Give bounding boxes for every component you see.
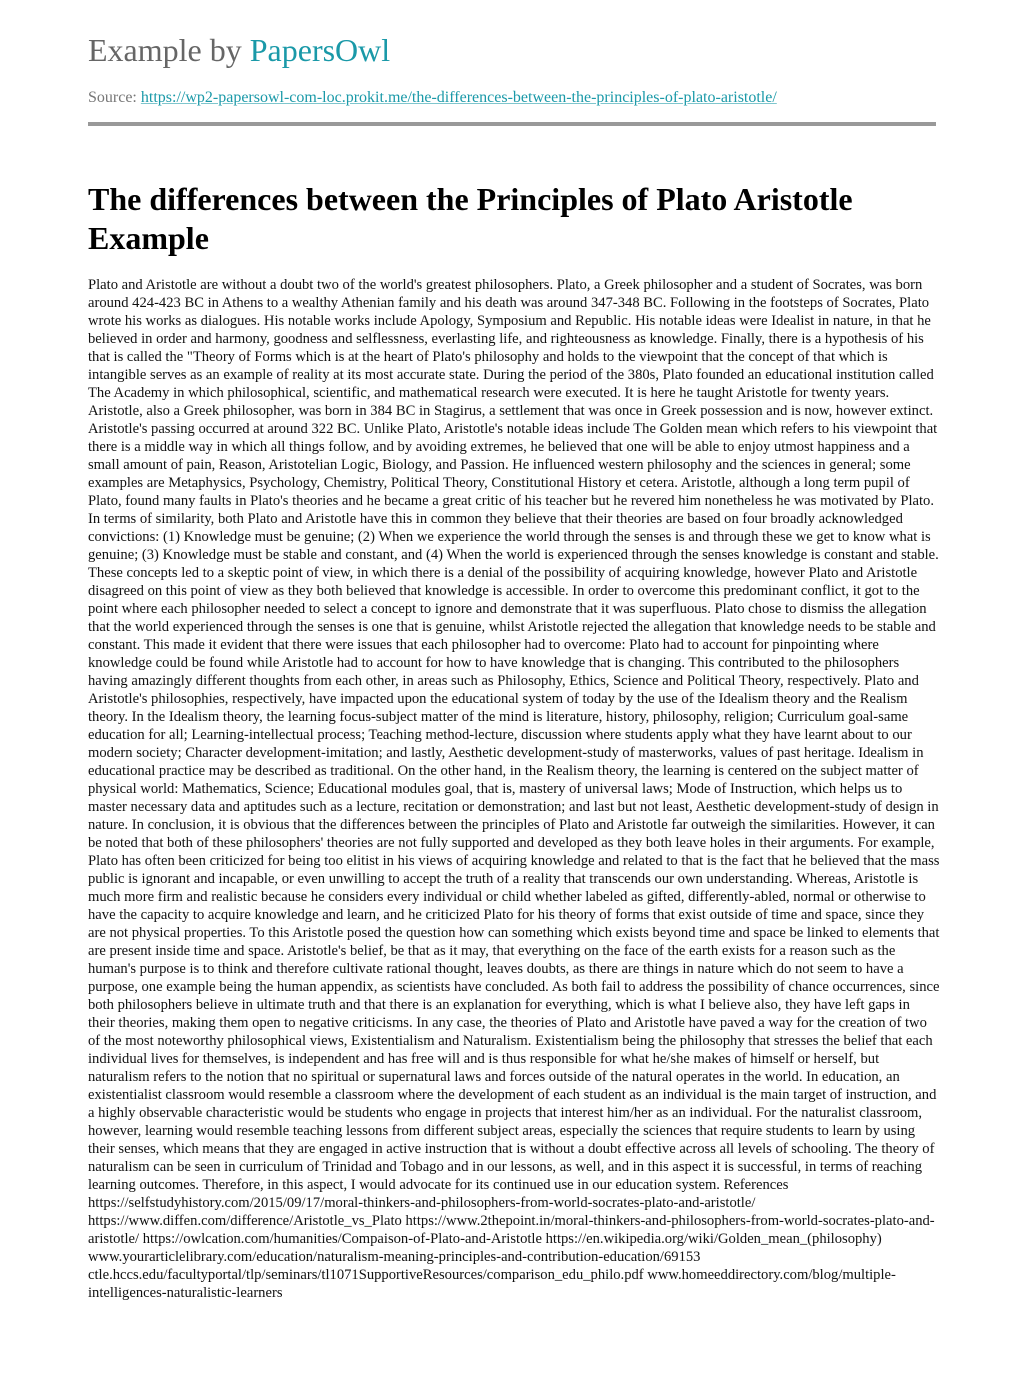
source-label: Source: <box>88 89 141 106</box>
brand-heading <box>88 30 390 70</box>
source-link[interactable]: https://wp2-papersowl-com-loc.prokit.me/the-differences-between-the-principles-of-plato-aristotle/ <box>140 89 777 106</box>
header-divider <box>88 122 936 126</box>
source-line <box>88 88 777 108</box>
brand-prefix: Example by <box>88 32 250 68</box>
article-body: Plato and Aristotle are without a doubt two of the world's greatest philosophers. Plato, a Greek philosopher and a student of Socrates, was born around 424-423 BC in Athens to a wealthy Athenian family and his death was around 347-348 BC. Following in the footsteps of Socrates, Plato wrote his works as dialogues. His notable works include Apology, Symposium and Republic. His notable ideas were Idealist in nature, in that he believed in order and harmony, goodness and selflessness, everlasting life, and righteousness as knowledge. Finally, there is a hypothesis of his that is called the "Theory of Forms which is at the heart of Plato's philosophy and holds to the viewpoint that the concept of that which is intangible serves as an example of reality at its most accurate state. During the period of the 380s, Plato founded an educational institution called The Academy in which philosophical, scientific, and mathematical research were executed. It is here he taught Aristotle for twenty years. Aristotle, also a Greek philosopher, was born in 384 BC in Stagirus, a settlement that was once in Greek possession and is now, however extinct. Aristotle's passing occurred at around 322 BC. Unlike Plato, Aristotle's notable ideas include The Golden mean which refers to his viewpoint that there is a middle way in which all things follow, and by avoiding extremes, he believed that one will be able to enjoy utmost happiness and a small amount of pain, Reason, Aristotelian Logic, Biology, and Passion. He influenced western philosophy and the sciences in general; some examples are Metaphysics, Psychology, Chemistry, Political Theory, Constitutional History et cetera. Aristotle, although a long term pupil of Plato, found many faults in Plato's theories and he became a great critic of his teacher but he revered him nonetheless he was motivated by Plato. In terms of similarity, both Plato and Aristotle have this in common they believe that their theories are based on four broadly acknowledged convictions: (1) Knowledge must be genuine; (2) When we experience the world through the senses is and through these we get to know what is genuine; (3) Knowledge must be stable and constant, and (4) When the world is experienced through the senses knowledge is constant and stable. These concepts led to a skeptic point of view, in which there is a denial of the possibility of acquiring knowledge, however Plato and Aristotle disagreed on this point of view as they both believed that knowledge is accessible. In order to overcome this predominant conflict, it got to the point where each philosopher needed to select a concept to ignore and demonstrate that it was superfluous. Plato chose to dismiss the allegation that the world experienced through the senses is one that is genuine, whilst Aristotle rejected the allegation that knowledge needs to be stable and constant. This made it evident that there were issues that each philosopher had to overcome: Plato had to account for pinpointing where knowledge could be found while Aristotle had to account for how to have knowledge that is changing. This contributed to the philosophers having amazingly different thoughts from each other, in areas such as Philosophy, Ethics, Science and Political Theory, respectively. Plato and Aristotle's philosophies, respectively, have impacted upon the educational system of today by the use of the Idealism theory and the Realism theory. In the Idealism theory, the learning focus-subject matter of the mind is literature, history, philosophy, religion; Curriculum goal-same education for all; Learning-intellectual process; Teaching method-lecture, discussion where students apply what they have learnt about to our modern society; Character development-imitation; and lastly, Aesthetic development-study of masterworks, values of past heritage. Idealism in educational practice may be described as traditional. On the other hand, in the Realism theory, the learning is centered on the subject matter of physical world: Mathematics, Science; Educational modules goal, that is, mastery of universal laws; Mode of Instruction, which helps us to master necessary data and aptitudes such as a lecture, recitation or demonstration; and last but not least, Aesthetic development-study of design in nature. In conclusion, it is obvious that the differences between the principles of Plato and Aristotle far outweigh the similarities. However, it can be noted that both of these philosophers' theories are not fully supported and developed as they both leave holes in their arguments. For example, Plato has often been criticized for being too elitist in his views of acquiring knowledge and related to that is the fact that he believed that the mass public is ignorant and incapable, or even unwilling to accept the truth of a reality that transcends our own understanding. Whereas, Aristotle is much more firm and realistic because he considers every individual or child whether labeled as gifted, differently-abled, normal or otherwise to have the capacity to acquire knowledge and learn, and he criticized Plato for his theory of forms that exist outside of time and space, since they are not physical properties. To this Aristotle posed the question how can something which exists beyond time and space be linked to elements that are present inside time and space. Aristotle's belief, be that as it may, that everything on the face of the earth exists for a reason such as the human's purpose is to think and therefore cultivate rational thought, leaves doubts, as there are things in nature which do not seem to have a purpose, one example being the human appendix, as scientists have concluded. As both fail to address the possibility of chance occurrences, since both philosophers believe in ultimate truth and that there is an explanation for everything, which is what I believe also, they have left gaps in their theories, making them open to negative criticisms. In any case, the theories of Plato and Aristotle have paved a way for the creation of two of the most noteworthy philosophical views, Existentialism and Naturalism. Existentialism being the philosophy that stresses the belief that each individual lives for themselves, is independent and has free will and is thus responsible for what he/she makes of himself or herself, but naturalism refers to the notion that no spiritual or supernatural laws and forces outside of the natural operates in the world. In education, an existentialist classroom would resemble a classroom where the development of each student as an individual is the main target of instruction, and a highly observable characteristic would be students who engage in projects that interest him/her as an individual. For the naturalist classroom, however, learning would resemble teaching lessons from different subject areas, especially the sciences that require students to learn by using their senses, which means that they are engaged in active instruction that is without a doubt effective across all levels of schooling. The theory of naturalism can be seen in curriculum of Trinidad and Tobago and in our lessons, as well, and in this aspect it is successful, in terms of reaching learning outcomes. Therefore, in this aspect, I would advocate for its continued use in our education system. References https://selfstudyhistory.com/2015/09/17/moral-thinkers-and-philosophers-from-world-socrates-plato-and-aristotle/ https://www.diffen.com/difference/Aristotle_vs_Plato https://www.2thepoint.in/moral-thinkers-and-philosophers-from-world-socrates-plato-and-aristotle/ https://owlcation.com/humanities/Compaison-of-Plato-and-Aristotle https://en.wikipedia.org/wiki/Golden_mean_(philosophy) www.yourarticlelibrary.com/education/naturalism-meaning-principles-and-contribution-education/69153 ctle.hccs.edu/facultyportal/tlp/seminars/tl1071SupportiveResources/comparison_edu_philo.pdf www.homeeddirectory.com/blog/multiple-intelligences-naturalistic-learners <box>88 277 940 1301</box>
brand-name: PapersOwl <box>249 32 391 68</box>
article-title: The differences between the Principles of Plato Aristotle Example <box>88 181 853 256</box>
